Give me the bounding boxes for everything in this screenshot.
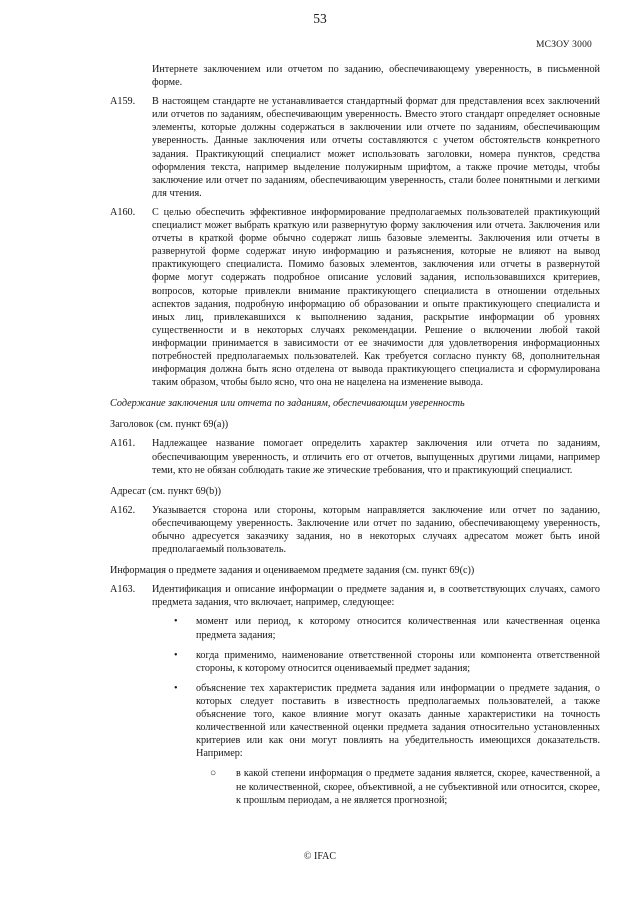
paragraph-a160 xyxy=(110,206,600,389)
standard-code: МСЗОУ 3000 xyxy=(536,40,592,50)
subheading-subject-matter: Информация о предмете задания и оцениваемом предмете задания (см. пункт 69(c)) xyxy=(110,565,475,577)
intro-paragraph: Интернете заключением или отчетом по заданию, обеспечивающему уверенность, в письменной форме. xyxy=(152,64,600,89)
paragraph-number: A162. xyxy=(110,504,136,516)
footer-copyright: © IFAC xyxy=(303,851,337,862)
list-item-text: когда применимо, наименование ответственной стороны или компонента ответственной стороны, к которому относится оцениваемый предмет задания; xyxy=(196,649,600,674)
bullet-icon: • xyxy=(174,682,178,694)
paragraph-text: Указывается сторона или стороны, которым направляется заключение или отчет по заданию, обеспечивающему уверенность. Заключение или отчет по заданию, обеспечивающему уверенность, обычно адресуется заказчику задания, но в некоторых случаях адресатом может быть иной предполагаемый пользователь. xyxy=(152,504,600,556)
paragraph-a159 xyxy=(110,95,600,200)
list-item xyxy=(110,682,600,761)
list-item xyxy=(110,649,600,675)
bullet-icon: • xyxy=(174,616,178,628)
page-number: 53 xyxy=(313,11,327,26)
paragraph-number: A160. xyxy=(110,206,136,218)
sub-bullet-list xyxy=(110,767,600,806)
section-heading-content: Содержание заключения или отчета по заданиям, обеспечивающим уверенность xyxy=(110,398,465,410)
paragraph-number: A161. xyxy=(110,438,136,450)
bullet-icon: • xyxy=(174,649,178,661)
paragraph-number: A163. xyxy=(110,584,136,596)
paragraph-text: В настоящем стандарте не устанавливается стандартный формат для представления всех заключений или отчетов по заданиям, обеспечивающим уверенность. Вместо этого стандарт определяет основные элементы, которые должны содержаться в заключении или отчете по заданиям, обеспечивающим уверенность. Данные заключения или отчеты составляются с учетом обстоятельств конкретного задания. Практикующий специалист может использовать заголовки, номера пунктов, средства оформления текста, например выделение полужирным шрифтом, а также прочие методы, чтобы заключение или отчет по заданиям, обеспечивающим уверенность, стали более понятными и легкими для чтения. xyxy=(152,96,600,199)
sub-list-item-text: в какой степени информация о предмете задания является, скорее, качественной, а не количественной, скорее, объективной, а не субъективной или относится, скорее, к прошлым периодам, а не является прогнозной; xyxy=(236,768,600,806)
paragraph-a161 xyxy=(110,437,600,476)
subheading-addressee: Адресат (см. пункт 69(b)) xyxy=(110,485,222,497)
bullet-list xyxy=(110,615,600,760)
list-item-text: момент или период, к которому относится количественная или качественная оценка предмета задания; xyxy=(196,616,600,641)
paragraph-number: A159. xyxy=(110,96,136,108)
paragraph-a163 xyxy=(110,583,600,609)
sub-list-item xyxy=(110,767,600,806)
paragraph-text: С целью обеспечить эффективное информирование предполагаемых пользователей практикующий специалист может выбрать краткую или развернутую форму заключения или отчета. Заключения или отчеты в краткой форме обычно содержат лишь базовые элементы. Заключения или отчеты в развернутой форме содержат иную информацию и разъяснения, которые не влияют на вывод практикующего специалиста. Помимо базовых элементов, заключения или отчеты в развернутой форме могут содержать подробное описание условий задания, использовавшихся критериев, вопросов, которые привлекли внимание практикующего специалиста в отношении отдельных аспектов задания, подробную информацию об образовании и опыте практикующего специалиста и иных лиц, привлекавшихся к выполнению задания, раскрытие информации об уровнях существенности и в некоторых случаях рекомендации. Решение о включении любой такой информации принимается в зависимости от ее значимости для удовлетворения информационных потребностей предполагаемых пользователей. Как требуется согласно пункту 68, дополнительная информация должна быть ясно отделена от вывода практикующего специалиста и сформулирована таким образом, чтобы было ясно, что она не нацелена на изменение вывода. xyxy=(152,206,600,389)
subheading-title: Заголовок (см. пункт 69(a)) xyxy=(110,419,229,431)
paragraph-text: Надлежащее название помогает определить характер заключения или отчета по заданиям, обеспечивающим уверенность, и отличить его от отчетов, выпущенных другими лицами, например теми, кто не обязан соблюдать такие же этические требования, что и практикующий специалист. xyxy=(152,438,600,476)
paragraph-a162 xyxy=(110,504,600,556)
circle-bullet-icon: ○ xyxy=(210,768,217,780)
paragraph-text: Идентификация и описание информации о предмете задания и, в соответствующих случаях, самого предмета задания, что включает, например, следующее: xyxy=(152,584,600,609)
page-content xyxy=(110,63,600,813)
list-item xyxy=(110,615,600,641)
list-item-text: объяснение тех характеристик предмета задания или информации о предмете задания, о которых следует поставить в известность предполагаемых пользователей, а также объяснение того, какое влияние могут оказать данные характеристики на точность количественной или качественной оценки предмета задания относительно установленных критериев или как они могут повлиять на убедительность имеющихся доказательств. Например: xyxy=(196,682,600,760)
